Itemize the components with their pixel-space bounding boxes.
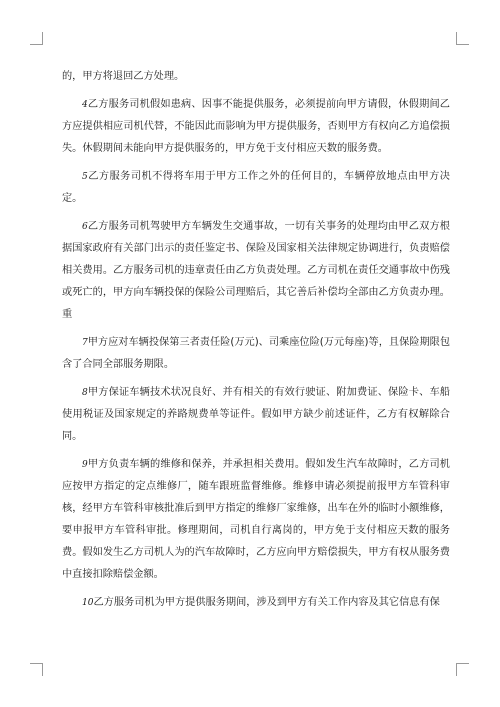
paragraph-8 [62, 382, 450, 448]
paragraph-text: 甲方负责车辆的维修和保养，并承担相关费用。假如发生汽车故障时，乙方司机应按甲方指定的定点维修厂，随车跟班监督维修。维修申请必须提前报甲方车管科审核，经甲方车管科审核批准后到甲方指定的维修厂家维修，出车在外的临时小额维修，要申报甲方车管科审批。修理期间，司机自行离岗的，甲方免于支付相应天数的服务费。假如发生乙方司机人为的汽车故障时，乙方应向甲方赔偿损失，甲方有权从服务费中直接扣除赔偿金额。 [62, 459, 450, 580]
paragraph-7 [62, 332, 450, 376]
paragraph-text: 乙方服务司机为甲方提供服务期间，涉及到甲方有关工作内容及其它信息有保 [93, 597, 440, 608]
paragraph-number: 10 [82, 598, 94, 608]
paragraph-number: 5 [82, 172, 88, 182]
paragraph-text: 甲方应对车辆投保第三者责任险(万元)、司乘座位险(万元每座)等，且保险期限包含了合同全部服务期限。 [62, 337, 451, 370]
paragraph-text: 乙方服务司机驾驶甲方车辆发生交通事故，一切有关事务的处理均由甲乙双方根据国家政府有关部门出示的责任鉴定书、保险及国家相关法律规定协调进行，负责赔偿相关费用。乙方服务司机的违章责任由乙方负责处理。乙方司机在责任交通事故中伤残或死亡的，甲方向车辆投保的保险公司理赔后，其它善后补偿均全部由乙方负责办理。重 [62, 221, 450, 320]
paragraph-6 [62, 216, 450, 326]
crop-mark-top-right [456, 32, 469, 45]
paragraph-text: 乙方服务司机假如患病、因事不能提供服务，必须提前向甲方请假，休假期间乙方应提供相应司机代替，不能因此而影响为甲方提供服务，否则甲方有权向乙方追偿损失。休假期间未能向甲方提供服务的，甲方免于支付相应天数的服务费。 [62, 99, 450, 154]
paragraph-text: 的，甲方将退回乙方处理。 [62, 71, 185, 82]
paragraph-number: 7 [82, 338, 88, 348]
crop-mark-top-left [30, 32, 43, 45]
paragraph-9 [62, 454, 450, 586]
paragraph-number: 9 [82, 460, 88, 470]
paragraph-10 [62, 592, 450, 614]
crop-mark-bottom-left [30, 663, 43, 676]
paragraph-number: 8 [82, 388, 88, 398]
paragraph-number: 4 [82, 100, 88, 110]
paragraph-0 [62, 66, 450, 88]
document-body [62, 66, 450, 620]
paragraph-text: 甲方保证车辆技术状况良好、并有相关的有效行驶证、附加费证、保险卡、车船使用税证及国家规定的养路规费单等证件。假如甲方缺少前述证件，乙方有权解除合同。 [62, 387, 450, 442]
crop-mark-bottom-right [456, 663, 469, 676]
paragraph-4 [62, 94, 450, 160]
paragraph-5 [62, 166, 450, 210]
paragraph-text: 乙方服务司机不得将车用于甲方工作之外的任何目的，车辆停放地点由甲方决定。 [62, 171, 450, 204]
paragraph-number: 6 [82, 222, 88, 232]
